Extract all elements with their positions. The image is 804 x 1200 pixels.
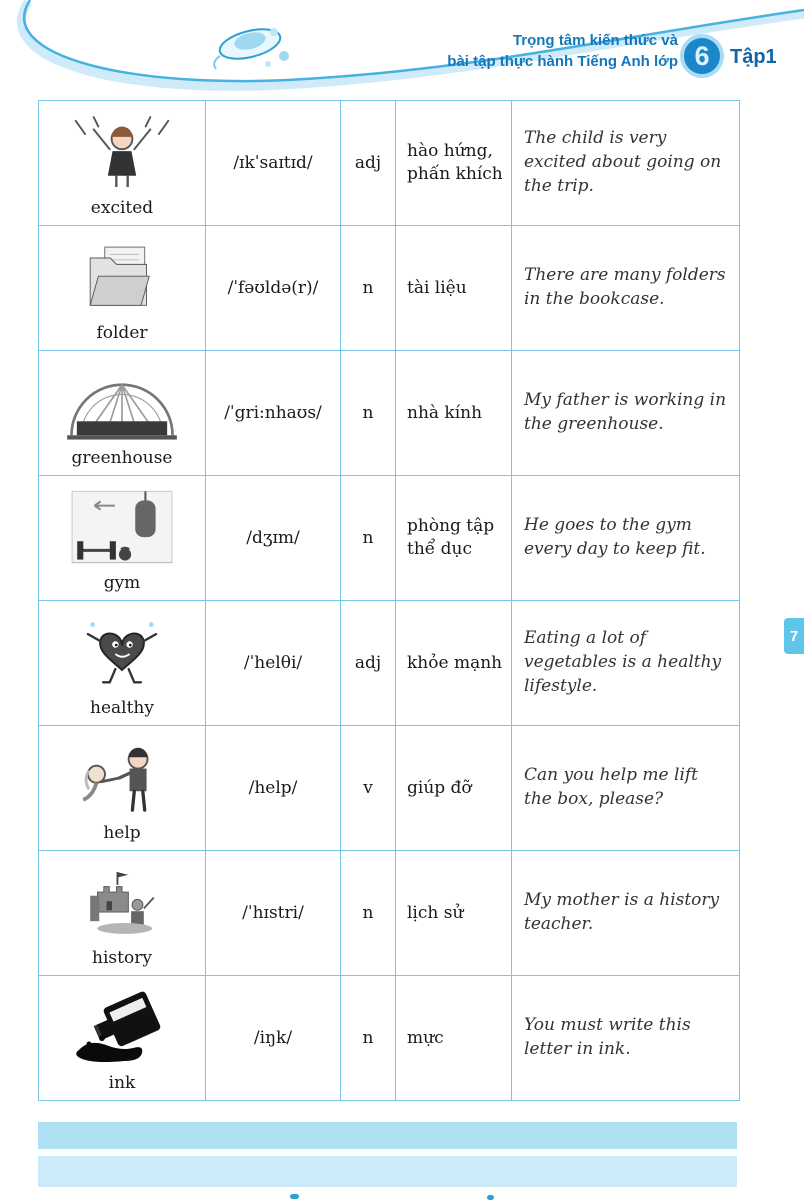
meaning-cell: khỏe mạnh bbox=[396, 601, 512, 726]
history-castle-illustration bbox=[41, 860, 203, 946]
phonetic-cell: /ˈfəʊldə(r)/ bbox=[206, 226, 341, 351]
vocabulary-table-container bbox=[38, 100, 740, 1101]
phonetic-cell: /ˈhɪstri/ bbox=[206, 851, 341, 976]
volume-label: Tập1 bbox=[730, 46, 777, 68]
ink-bottle-illustration bbox=[41, 985, 203, 1071]
pos-cell: v bbox=[341, 726, 396, 851]
pos-cell: n bbox=[341, 976, 396, 1101]
phonetic-cell: /ˈhelθi/ bbox=[206, 601, 341, 726]
example-cell: He goes to the gym every day to keep fit. bbox=[512, 476, 740, 601]
example-cell: My mother is a history teacher. bbox=[512, 851, 740, 976]
pos-cell: adj bbox=[341, 601, 396, 726]
word-cell bbox=[39, 976, 206, 1101]
example-cell: You must write this letter in ink. bbox=[512, 976, 740, 1101]
footer-bar-decoration bbox=[38, 1156, 737, 1187]
meaning-cell: phòng tập thể dục bbox=[396, 476, 512, 601]
table-row bbox=[39, 476, 740, 601]
table-row bbox=[39, 351, 740, 476]
pos-cell: n bbox=[341, 476, 396, 601]
table-row bbox=[39, 601, 740, 726]
book-title-line2: bài tập thực hành Tiếng Anh lớp bbox=[447, 53, 678, 70]
word-cell bbox=[39, 101, 206, 226]
word-cell bbox=[39, 476, 206, 601]
word-cell bbox=[39, 351, 206, 476]
word-cell bbox=[39, 226, 206, 351]
excited-illustration bbox=[41, 110, 203, 196]
phonetic-cell: /ɪkˈsaɪtɪd/ bbox=[206, 101, 341, 226]
word-label: ink bbox=[108, 1073, 136, 1093]
help-illustration bbox=[41, 735, 203, 821]
table-row bbox=[39, 101, 740, 226]
example-cell: Can you help me lift the box, please? bbox=[512, 726, 740, 851]
phonetic-cell: /ˈgri:nhaʊs/ bbox=[206, 351, 341, 476]
word-label: healthy bbox=[90, 698, 154, 718]
meaning-cell: mực bbox=[396, 976, 512, 1101]
greenhouse-illustration bbox=[41, 360, 203, 446]
word-label: history bbox=[92, 948, 152, 968]
meaning-cell: tài liệu bbox=[396, 226, 512, 351]
word-cell bbox=[39, 851, 206, 976]
word-label: gym bbox=[103, 573, 141, 593]
folder-illustration bbox=[41, 235, 203, 321]
phonetic-cell: /iŋk/ bbox=[206, 976, 341, 1101]
word-label: folder bbox=[96, 323, 148, 343]
footer-bar-decoration bbox=[38, 1122, 737, 1149]
grade-number: 6 bbox=[694, 40, 710, 71]
book-title bbox=[447, 30, 678, 72]
grade-number-badge bbox=[680, 34, 724, 78]
table-row bbox=[39, 226, 740, 351]
table-row bbox=[39, 976, 740, 1101]
gym-illustration bbox=[41, 485, 203, 571]
word-cell bbox=[39, 601, 206, 726]
meaning-cell: giúp đỡ bbox=[396, 726, 512, 851]
example-cell: Eating a lot of vegetables is a healthy lifestyle. bbox=[512, 601, 740, 726]
healthy-heart-illustration bbox=[41, 610, 203, 696]
page-edge-mark bbox=[290, 1194, 299, 1199]
word-label: help bbox=[103, 823, 141, 843]
meaning-cell: lịch sử bbox=[396, 851, 512, 976]
example-cell: The child is very excited about going on the trip. bbox=[512, 101, 740, 226]
example-cell: My father is working in the greenhouse. bbox=[512, 351, 740, 476]
page-number-tab: 7 bbox=[784, 618, 804, 654]
example-cell: There are many folders in the bookcase. bbox=[512, 226, 740, 351]
word-label: greenhouse bbox=[71, 448, 173, 468]
word-cell bbox=[39, 726, 206, 851]
pos-cell: adj bbox=[341, 101, 396, 226]
rocket-doodle-icon bbox=[214, 24, 289, 69]
vocabulary-table bbox=[38, 100, 740, 1101]
phonetic-cell: /help/ bbox=[206, 726, 341, 851]
word-label: excited bbox=[90, 198, 154, 218]
meaning-cell: hào hứng, phấn khích bbox=[396, 101, 512, 226]
page-edge-mark bbox=[487, 1195, 494, 1200]
meaning-cell: nhà kính bbox=[396, 351, 512, 476]
pos-cell: n bbox=[341, 351, 396, 476]
phonetic-cell: /dʒɪm/ bbox=[206, 476, 341, 601]
pos-cell: n bbox=[341, 226, 396, 351]
table-row bbox=[39, 851, 740, 976]
table-row bbox=[39, 726, 740, 851]
page-header bbox=[0, 0, 804, 110]
book-title-line1: Trọng tâm kiến thức và bbox=[512, 32, 678, 49]
pos-cell: n bbox=[341, 851, 396, 976]
